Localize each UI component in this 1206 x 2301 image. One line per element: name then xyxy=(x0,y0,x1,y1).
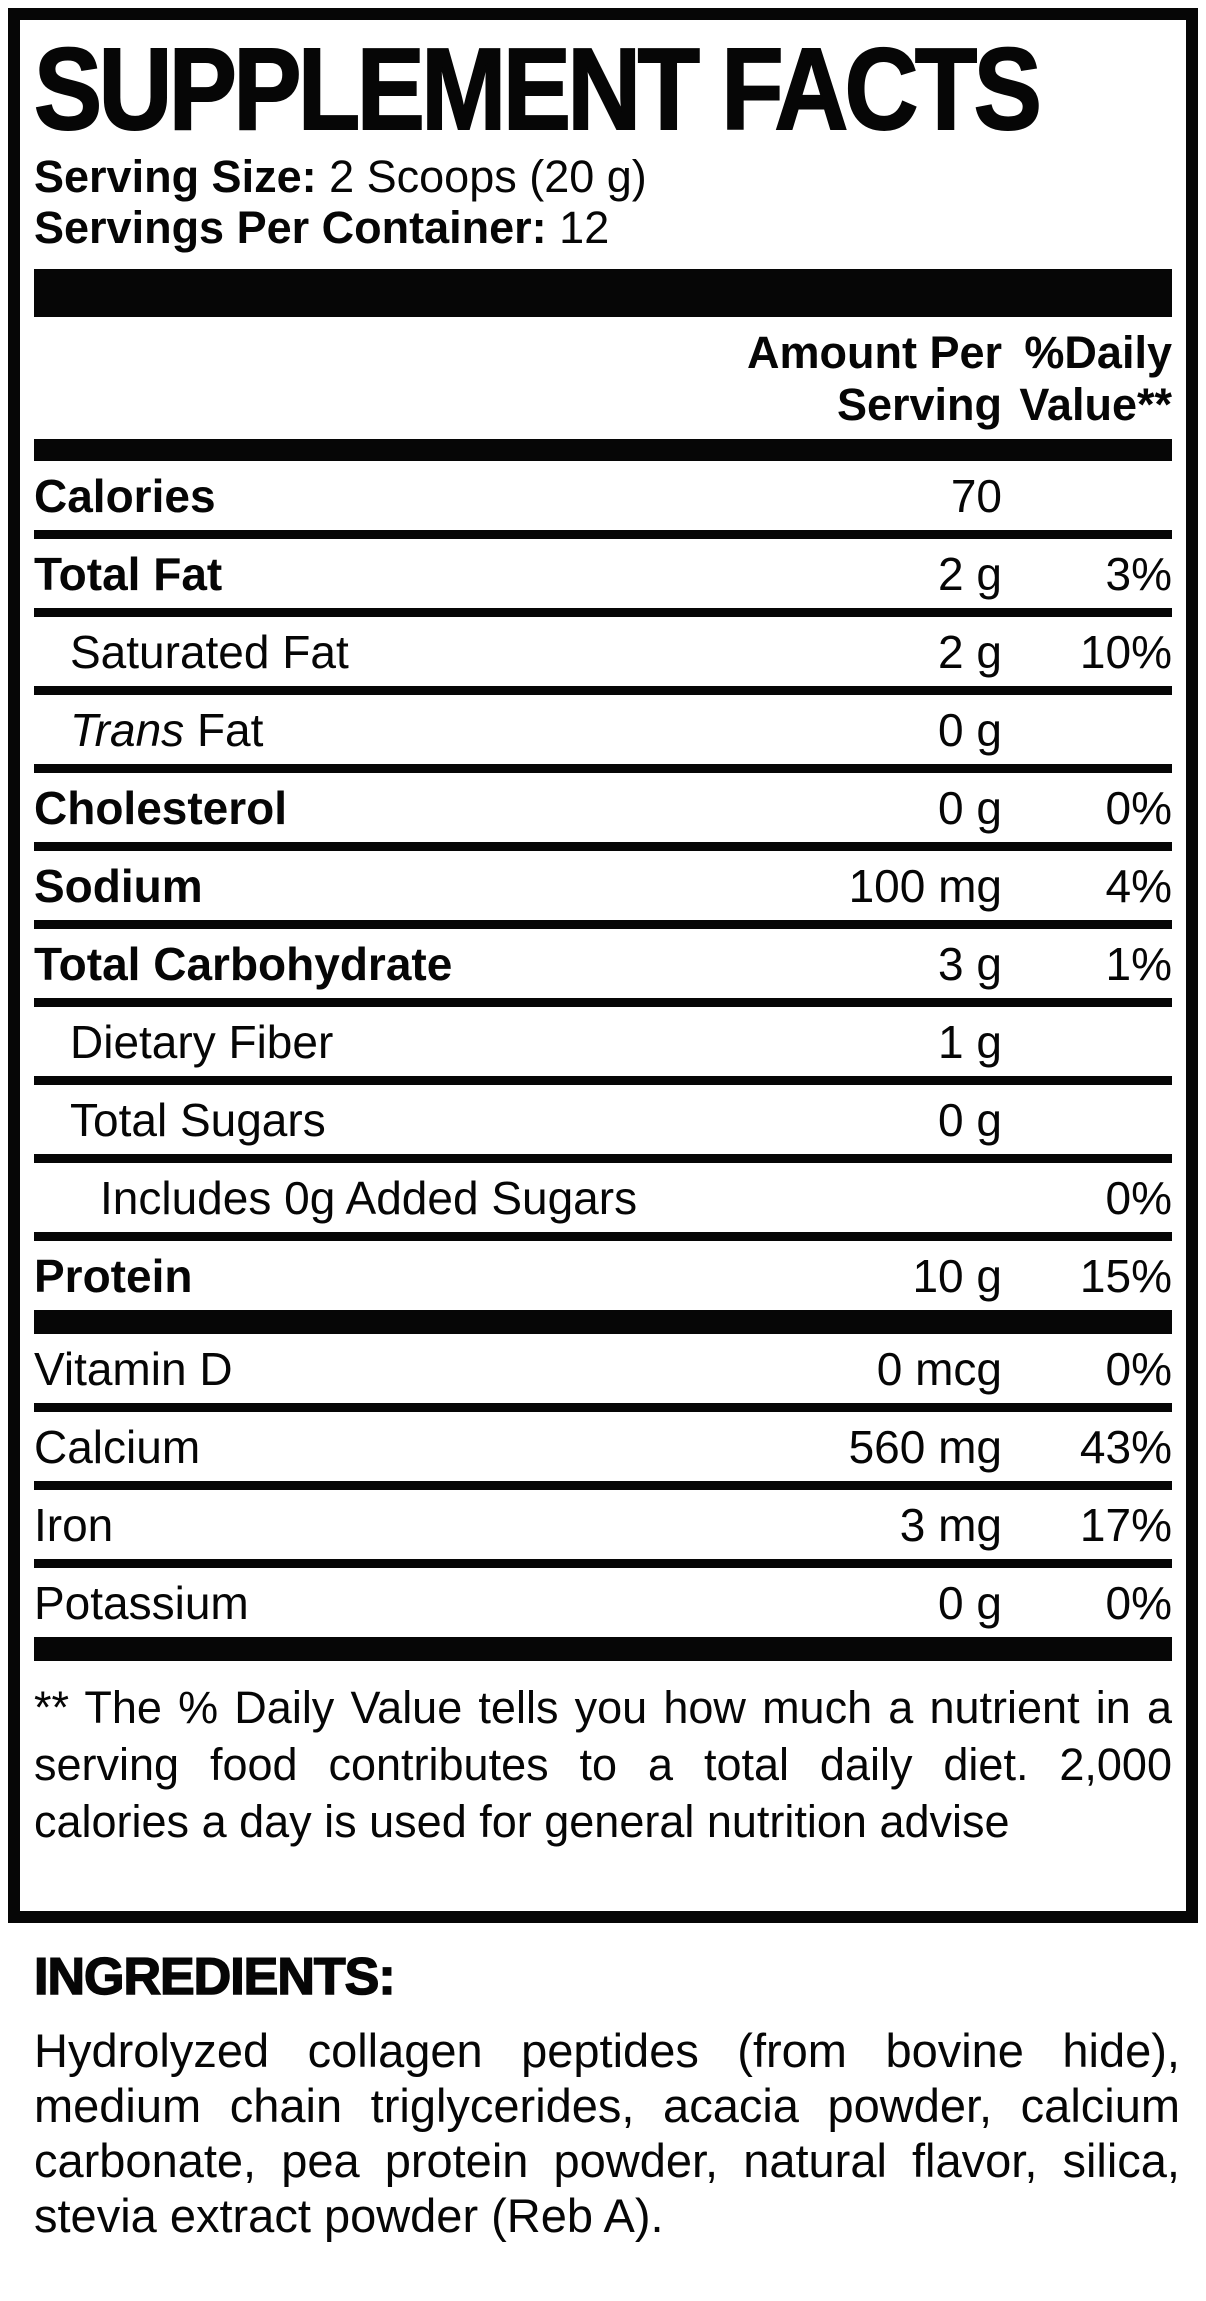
nutrient-amount: 560 mg xyxy=(848,1420,1002,1473)
nutrient-amount: 0 g xyxy=(938,781,1002,834)
serving-size-value: 2 Scoops (20 g) xyxy=(329,151,647,203)
nutrient-amount: 0 g xyxy=(938,1093,1002,1146)
nutrient-name: Calcium xyxy=(34,1420,201,1473)
table-header xyxy=(34,327,1172,431)
amount-per-serving-header xyxy=(747,327,1002,431)
nutrient-daily-value: 0% xyxy=(1105,1171,1172,1224)
nutrient-name: Sodium xyxy=(34,859,203,912)
nutrient-daily-value: 3% xyxy=(1105,547,1172,600)
nutrient-name: Potassium xyxy=(34,1576,249,1629)
nutrient-daily-value: 4% xyxy=(1105,859,1172,912)
nutrient-name: Vitamin D xyxy=(34,1342,233,1395)
dv-header-line1: %Daily xyxy=(1024,327,1172,379)
nutrient-daily-value: 0% xyxy=(1105,1576,1172,1629)
nutrient-amount: 2 g xyxy=(938,625,1002,678)
amount-header-line1: Amount Per xyxy=(746,327,1002,379)
nutrient-amount: 0 g xyxy=(938,703,1002,756)
nutrient-name: Trans Fat xyxy=(70,703,264,756)
nutrient-name: Iron xyxy=(34,1498,114,1551)
nutrient-name: Total Carbohydrate xyxy=(34,937,453,990)
nutrient-amount: 100 mg xyxy=(848,859,1002,912)
nutrient-daily-value: 0% xyxy=(1105,1342,1172,1395)
supplement-facts-panel xyxy=(8,8,1198,1923)
nutrient-name: Protein xyxy=(34,1249,193,1302)
nutrient-row xyxy=(34,1007,1172,1085)
separator-bar-medium xyxy=(34,439,1172,461)
dv-header-line2: Value** xyxy=(1019,379,1172,431)
nutrient-row xyxy=(34,617,1172,695)
nutrient-row xyxy=(34,1412,1172,1490)
nutrient-name: Total Fat xyxy=(34,547,223,600)
nutrient-amount: 1 g xyxy=(938,1015,1002,1068)
nutrient-amount: 70 xyxy=(950,469,1002,522)
nutrient-name: Dietary Fiber xyxy=(70,1015,334,1068)
nutrient-name: Total Sugars xyxy=(70,1093,326,1146)
servings-per-container-line xyxy=(34,202,1172,253)
nutrient-amount: 0 mcg xyxy=(876,1342,1002,1395)
nutrient-amount: 3 mg xyxy=(899,1498,1002,1551)
nutrient-row xyxy=(34,1334,1172,1412)
nutrient-row xyxy=(34,1241,1172,1334)
nutrient-row xyxy=(34,1568,1172,1661)
nutrient-row xyxy=(34,773,1172,851)
nutrient-daily-value: 10% xyxy=(1079,625,1172,678)
nutrient-amount: 2 g xyxy=(938,547,1002,600)
nutrient-row xyxy=(34,851,1172,929)
serving-size-line xyxy=(34,151,1172,202)
daily-value-header xyxy=(1002,327,1172,431)
nutrient-row xyxy=(34,929,1172,1007)
nutrient-amount: 0 g xyxy=(938,1576,1002,1629)
nutrient-daily-value: 1% xyxy=(1105,937,1172,990)
nutrient-name: Calories xyxy=(34,469,216,522)
nutrient-name: Includes 0g Added Sugars xyxy=(100,1171,638,1224)
separator-bar-heavy xyxy=(34,269,1172,317)
nutrient-row xyxy=(34,1085,1172,1163)
nutrient-name: Saturated Fat xyxy=(70,625,349,678)
nutrient-amount: 10 g xyxy=(912,1249,1002,1302)
ingredients-text: Hydrolyzed collagen peptides (from bovine hide), medium chain triglycerides, acacia powder, calcium carbonate, pea protein powder, natural flavor, silica, stevia extract powder (Reb A). xyxy=(34,2024,1180,2243)
servings-per-container-label: Servings Per Container: xyxy=(34,202,547,254)
ingredients-title: INGREDIENTS: xyxy=(34,1948,395,2007)
nutrient-row xyxy=(34,695,1172,773)
nutrient-row xyxy=(34,461,1172,539)
nutrient-row xyxy=(34,1490,1172,1568)
nutrient-amount: 3 g xyxy=(938,937,1002,990)
daily-value-footnote: ** The % Daily Value tells you how much a nutrient in a serving food contributes to a total daily diet. 2,000 calories a day is used for general nutrition advise xyxy=(34,1682,1172,1848)
ingredients-section xyxy=(34,1947,1180,2243)
serving-info xyxy=(34,151,1172,253)
nutrient-row xyxy=(34,539,1172,617)
nutrient-daily-value: 0% xyxy=(1105,781,1172,834)
nutrient-row xyxy=(34,1163,1172,1241)
amount-header-line2: Serving xyxy=(836,379,1002,431)
nutrient-name: Cholesterol xyxy=(34,781,288,834)
nutrient-rows xyxy=(34,461,1172,1661)
serving-size-label: Serving Size: xyxy=(34,151,317,203)
servings-per-container-value: 12 xyxy=(559,202,610,254)
nutrient-daily-value: 15% xyxy=(1079,1249,1172,1302)
nutrient-daily-value: 17% xyxy=(1079,1498,1172,1551)
nutrient-daily-value: 43% xyxy=(1079,1420,1172,1473)
panel-title: SUPPLEMENT FACTS xyxy=(34,24,1039,154)
